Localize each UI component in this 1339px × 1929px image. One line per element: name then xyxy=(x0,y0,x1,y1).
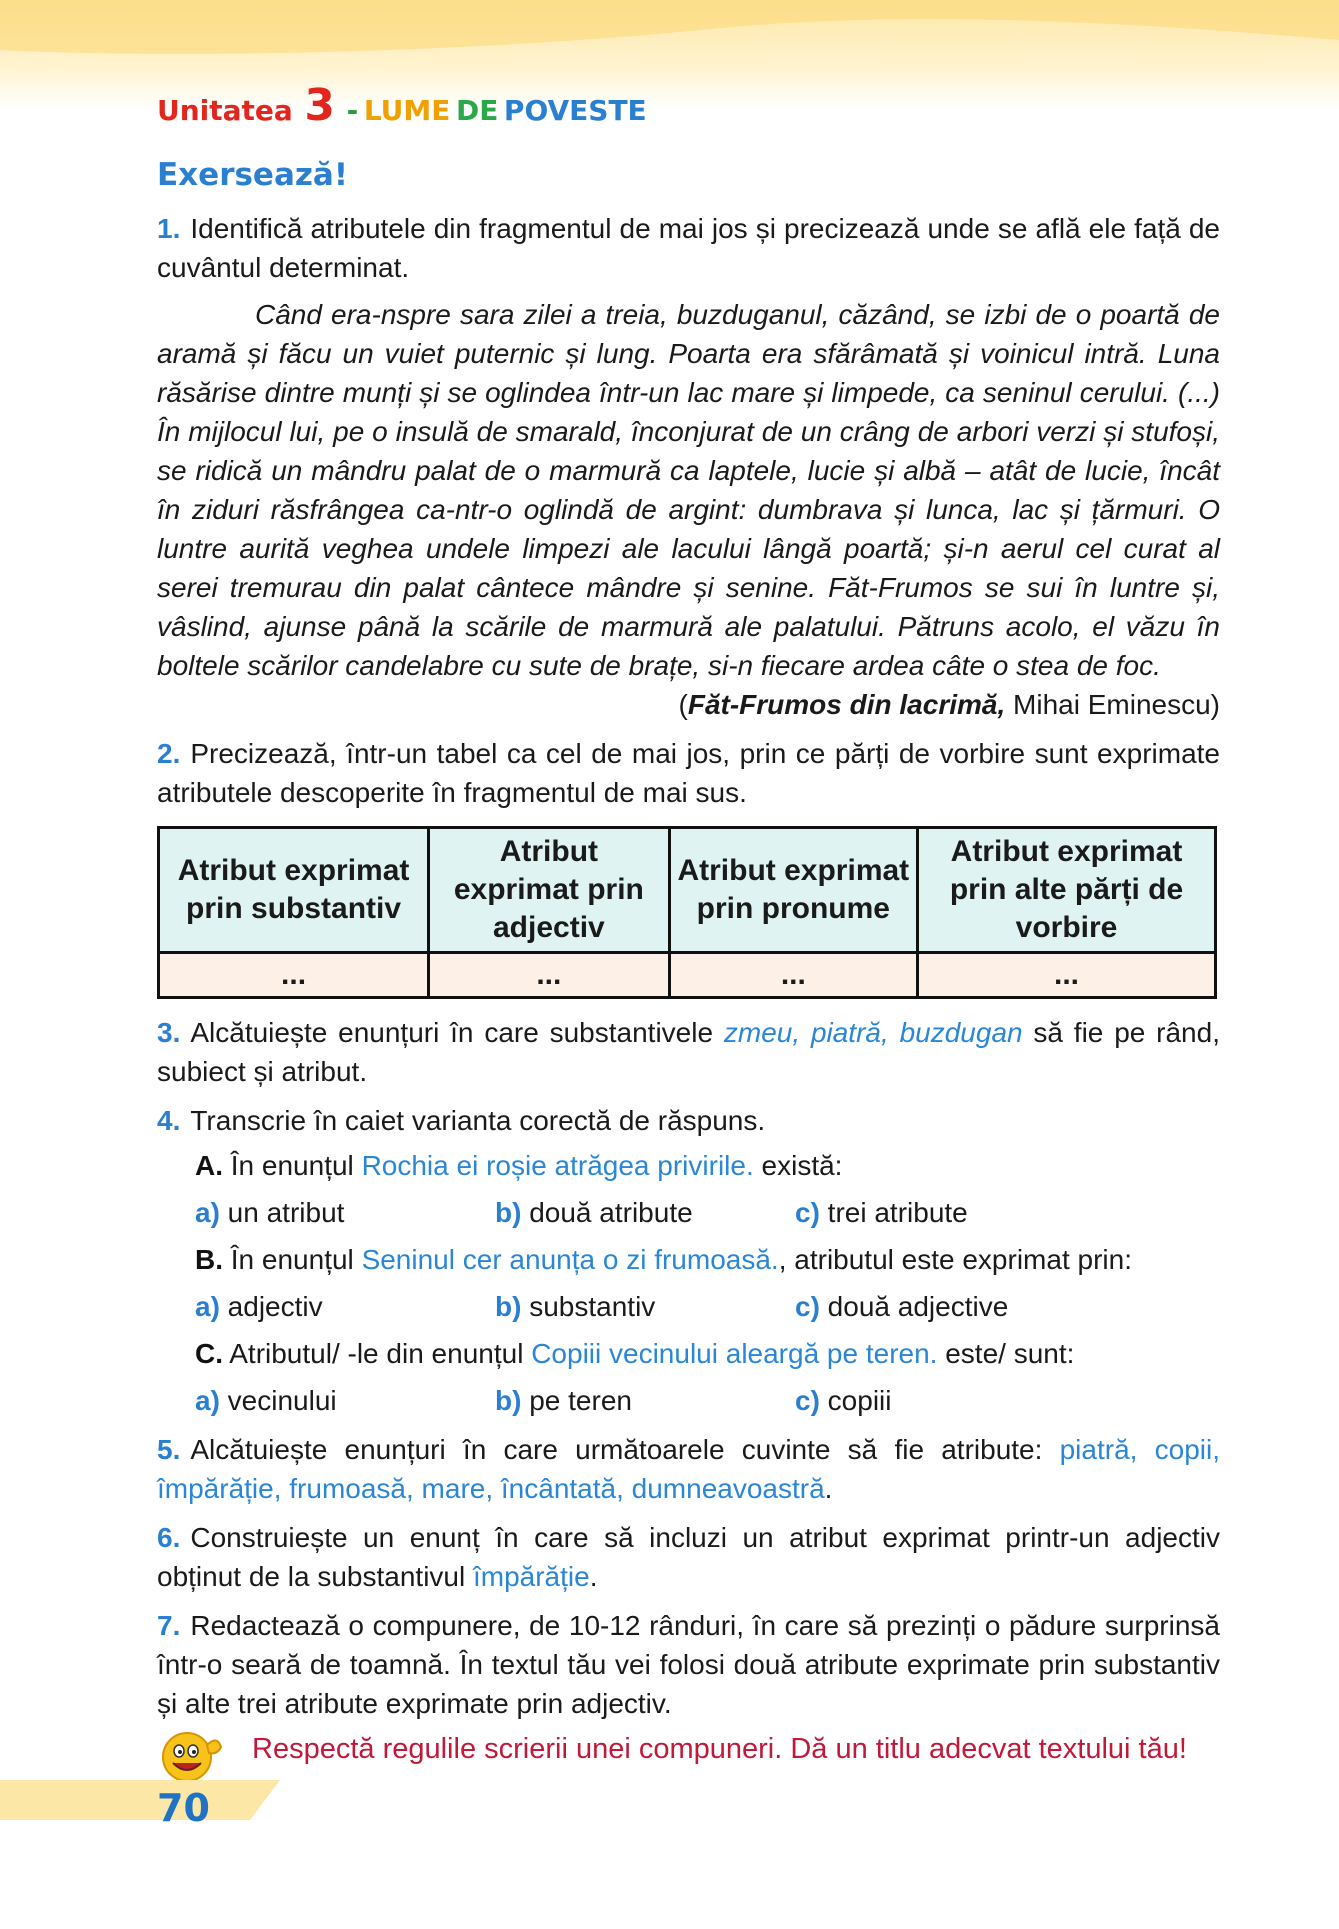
answer-option[interactable]: c) trei atribute xyxy=(795,1197,968,1228)
parts-of-speech-table xyxy=(157,826,1217,999)
answer-option[interactable]: b) substantiv xyxy=(495,1291,656,1322)
answer-option[interactable]: b) două atribute xyxy=(495,1197,693,1228)
exercise-number: 5. xyxy=(157,1434,181,1465)
exercise-7 xyxy=(157,1606,1220,1723)
question-list xyxy=(195,1146,1220,1420)
unit-dash: - xyxy=(346,94,359,127)
page-number: 70 xyxy=(157,1786,210,1830)
highlighted-word: împărăție xyxy=(472,1561,590,1592)
table-header: Atribut exprimat prin pronume xyxy=(669,828,917,953)
footer-stripe xyxy=(0,1780,300,1820)
highlighted-words: zmeu, piatră, buzdugan xyxy=(723,1017,1023,1048)
unit-header xyxy=(157,80,647,131)
exercise-2 xyxy=(157,734,1220,999)
answer-option[interactable]: b) pe teren xyxy=(495,1385,632,1416)
exercise-5: 5. Alcătuiește enunțuri în care următoarele cuvinte să fie atribute: piatră, copii, împărăție, frumoasă, mare, încântată, dumneavoastră. xyxy=(157,1434,1220,1504)
table-header: Atribut exprimat prin alte părți de vorbire xyxy=(918,828,1216,953)
smiley-icon xyxy=(157,1725,227,1785)
unit-label: Unitatea xyxy=(157,94,293,127)
answer-option[interactable]: c) două adjective xyxy=(795,1291,1009,1322)
exercise-text: Transcrie în caiet varianta corectă de răspuns. xyxy=(190,1105,766,1136)
example-sentence: Seninul cer anunța o zi frumoasă. xyxy=(361,1244,779,1275)
question-c: C. Atributul/ -le din enunțul Copiii vecinului aleargă pe teren. este/ sunt: xyxy=(195,1338,1075,1369)
table-header: Atribut exprimat prin substantiv xyxy=(159,828,429,953)
exercise-number: 7. xyxy=(157,1610,181,1641)
page-content xyxy=(157,156,1220,1733)
exercise-text: Redactează o compunere, de 10-12 rânduri, în care să prezinți o pădure surprinsă într-o seară de toamnă. În textul tău vei folosi două atribute exprimate prin substantiv și alte trei atribute exprimate prin adjectiv. xyxy=(157,1610,1220,1719)
answer-options xyxy=(195,1193,1220,1232)
exercise-4 xyxy=(157,1101,1220,1420)
table-cell: ... xyxy=(429,953,670,998)
question-a: A. În enunțul Rochia ei roșie atrăgea privirile. există: xyxy=(195,1150,843,1181)
exercise-3: 3. Alcătuiește enunțuri în care substantivele zmeu, piatră, buzdugan să fie pe rând, subiect și atribut. xyxy=(157,1017,1220,1087)
section-title: Exersează! xyxy=(157,157,348,193)
fragment-text: Când era-nspre sara zilei a treia, buzduganul, căzând, se izbi de o poartă de aramă și făcu un vuiet puternic și lung. Poarta era sfărâmată și voinicul intră. Luna răsărise dintre munți și se oglindea într-un lac mare și limpede, ca seninul cerului. (...) În mijlocul lui, pe o insulă de smarald, înconjurat de un crâng de arbori verzi și stufoși, se ridică un mândru palat de o marmură ca laptele, lucie și albă – atât de lucie, încât în ziduri răsfrângea ca-ntr-o oglindă de argint: dumbrava și lunca, lac și țărmuri. O luntre aurită veghea undele limpezi ale lacului lângă poartă; și-n aerul cel curat al serei tremurau din palat cântece mândre și senine. Făt-Frumos se sui în luntre și, vâslind, ajunse până la scările de marmură ale palatului. Pătruns acolo, el văzu în boltele scărilor candelabre cu sute de brațe, si-n fiecare ardea câte o stea de foc. xyxy=(157,299,1220,681)
unit-title-word: LUME xyxy=(363,94,451,127)
answer-option[interactable]: a) adjectiv xyxy=(195,1291,323,1322)
example-sentence: Copiii vecinului aleargă pe teren. xyxy=(531,1338,938,1369)
unit-title-word: POVESTE xyxy=(503,94,647,127)
exercise-number: 2. xyxy=(157,738,181,769)
fragment-source: (Făt-Frumos din lacrimă, Mihai Eminescu) xyxy=(678,689,1220,720)
exercise-6: 6. Construiește un enunț în care să incluzi un atribut exprimat printr-un adjectiv obținut de la substantivul împărăție. xyxy=(157,1522,1220,1592)
exercise-number: 4. xyxy=(157,1105,181,1136)
highlighted-words: piatră, copii, împărăție, frumoasă, mare, încântată, dumneavoastră xyxy=(157,1434,1220,1504)
exercise-number: 1. xyxy=(157,213,181,244)
exercise-number: 3. xyxy=(157,1017,181,1048)
answer-options xyxy=(195,1381,1220,1420)
exercise-1 xyxy=(157,209,1220,724)
answer-option[interactable]: a) un atribut xyxy=(195,1197,345,1228)
exercise-text: Identifică atributele din fragmentul de mai jos și precizează unde se află ele față de cuvântul determinat. xyxy=(157,213,1220,283)
source-title: Făt-Frumos din lacrimă, xyxy=(687,689,1006,720)
table-header-row xyxy=(159,828,1216,953)
tip-text: Respectă regulile scrierii unei compuneri. Dă un titlu adecvat textului tău! xyxy=(252,1733,1187,1765)
literary-fragment xyxy=(157,295,1220,685)
answer-option[interactable]: a) vecinului xyxy=(195,1385,337,1416)
example-sentence: Rochia ei roșie atrăgea privirile. xyxy=(361,1150,754,1181)
answer-option[interactable]: c) copiii xyxy=(795,1385,892,1416)
exercise-text: Precizează, într-un tabel ca cel de mai jos, prin ce părți de vorbire sunt exprimate atributele descoperite în fragmentul de mai sus. xyxy=(157,738,1220,808)
source-author: Mihai Eminescu) xyxy=(1005,689,1220,720)
table-header: Atribut exprimat prin adjectiv xyxy=(429,828,670,953)
exercise-number: 6. xyxy=(157,1522,181,1553)
question-b: B. În enunțul Seninul cer anunța o zi frumoasă., atributul este exprimat prin: xyxy=(195,1244,1132,1275)
answer-options xyxy=(195,1287,1220,1326)
unit-number: 3 xyxy=(304,80,336,131)
unit-title-word: DE xyxy=(455,94,499,127)
table-row xyxy=(159,953,1216,998)
tip-box xyxy=(157,1725,1257,1785)
table-cell: ... xyxy=(159,953,429,998)
unit-title xyxy=(363,94,647,127)
table-cell: ... xyxy=(918,953,1216,998)
table-cell: ... xyxy=(669,953,917,998)
